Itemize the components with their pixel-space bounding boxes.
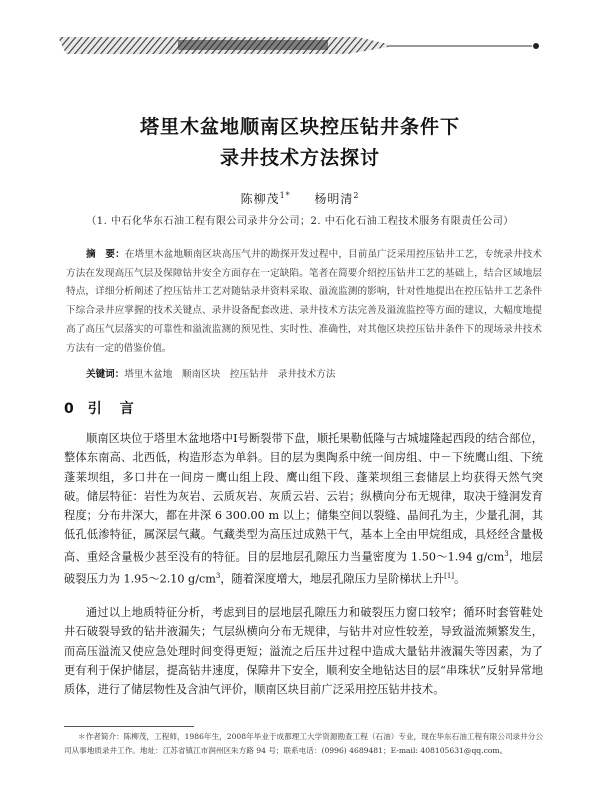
- abstract-text: 在塔里木盆地顺南区块高压气井的勘探开发过程中，目前虽广泛采用控压钻井工艺，专统录井技术方法在发现高压气层及保障钻井安全方面存在一定缺陷。笔者在简要介绍控压钻井工艺的基础上，结合区域地层特点，详细分析阐述了控压钻井工艺对随钻录井资料采取、溢流监测的影响，针对性地提出在控压钻井工艺条件下综合录井应掌握的技术关键点、录井设备配套改进、录井技术方法完善及溢流监控等方面的建议，大幅度地提高了高压气层落实的可靠性和溢流监测的预见性、实时性、准确性，对其他区块控压钻井条件下的现场录井技术方法有一定的借鉴价值。: [66, 249, 543, 354]
- journal-header-band: [58, 34, 542, 56]
- unit-superscript: 3: [215, 571, 221, 580]
- author-footnote: ＊作者简介：陈柳茂，工程师，1986年生，2008年毕业于成都理工大学资源勘查工程（石油）专业，现在华东石油工程有限公司录井分公司从事地质录井工作。地址：江苏省镇江市润州区朱方路 94 号；联系电话：(0996) 4689481；E-mail: 408105631@qq.com。: [64, 732, 543, 755]
- header-ornament-icon: [58, 34, 542, 56]
- para1-end: 。: [454, 572, 466, 586]
- section-title: 引 言: [87, 401, 136, 417]
- para1-part-c: ，随着深度增大，地层孔隙压力呈阶梯状上升: [220, 572, 445, 586]
- keywords-text: 塔里木盆地 顺南区块 控压钻井 录井技术方法: [124, 369, 336, 380]
- citation-marker: [1]: [444, 571, 455, 580]
- paper-title-line-1: 塔里木盆地顺南区块控压钻井条件下: [139, 116, 460, 138]
- author-mark: 2: [353, 191, 360, 200]
- footnote-divider: [64, 726, 194, 727]
- author-name: 陈柳茂: [240, 192, 280, 206]
- body-paragraph-1: [64, 429, 543, 589]
- body-paragraph-2: 通过以上地质特征分析，考虑到目的层地层孔隙压力和破裂压力窗口较窄；循环时套管鞋处井石破裂导致的钻井液漏失；气层纵横向分布无规律，与钻井对应性较差，导致溢流频繁发生，而高压溢流又使应急处理时间变得更短；溢流之后压井过程中造成大量钻井液漏失等因素，为了更有利于保护储层，提高钻井速度，保障井下安全，顺利安全地钻达目的层“串珠状”反射异常地质体，进行了储层物性及含油气评价，顺南区块目前广泛采用控压钻井技术。: [64, 606, 543, 697]
- author-mark: 1*: [279, 191, 291, 200]
- keywords: [86, 366, 542, 380]
- unit-superscript: 3: [504, 549, 509, 558]
- section-heading: [64, 398, 136, 418]
- paper-title-line-2: 录井技术方法探讨: [219, 147, 380, 169]
- abstract-label: 摘 要：: [86, 249, 125, 260]
- author-name: 杨明清: [314, 192, 354, 206]
- affiliation: （1. 中石化华东石油工程有限公司录井分公司；2. 中石化石油工程技术服务有限责任公司）: [86, 216, 514, 227]
- keywords-label: 关键词：: [86, 369, 125, 380]
- para1-part-a: 顺南区块位于塔里木盆地塔中Ⅰ号断裂带下盘，顺托果勒低隆与古城墟隆起西段的结合部位，整体东南高、北西低，构造形态为单斜。目的层为奥陶系中统一间房组、中－下统鹰山组、下统蓬莱坝组，多口井在一间房－鹰山组上段、鹰山组下段、蓬莱坝组三套储层上均获得天然气突破。储层特征：岩性为灰岩、云质灰岩、灰质云岩、云岩；纵横向分布无规律，取决于缝洞发育程度；分布井深大，都在井深 6 300.00 m 以上；储集空间以裂缝、晶间孔为主，少量孔洞，其低孔低渗特征，属深层气藏。气藏类型为高压过成熟干气，基本上全由甲烷组成，具烃经含量极高、重烃含量极少甚至没有的特征。目的层地层孔隙压力当量密度为 1.50～1.94 g/cm: [64, 432, 543, 564]
- para1-part-b: ，地层破裂压力为 1.95～2.10 g/cm: [64, 550, 543, 586]
- section-number: 0: [64, 401, 76, 417]
- author-list: [0, 190, 600, 207]
- abstract: [66, 246, 542, 358]
